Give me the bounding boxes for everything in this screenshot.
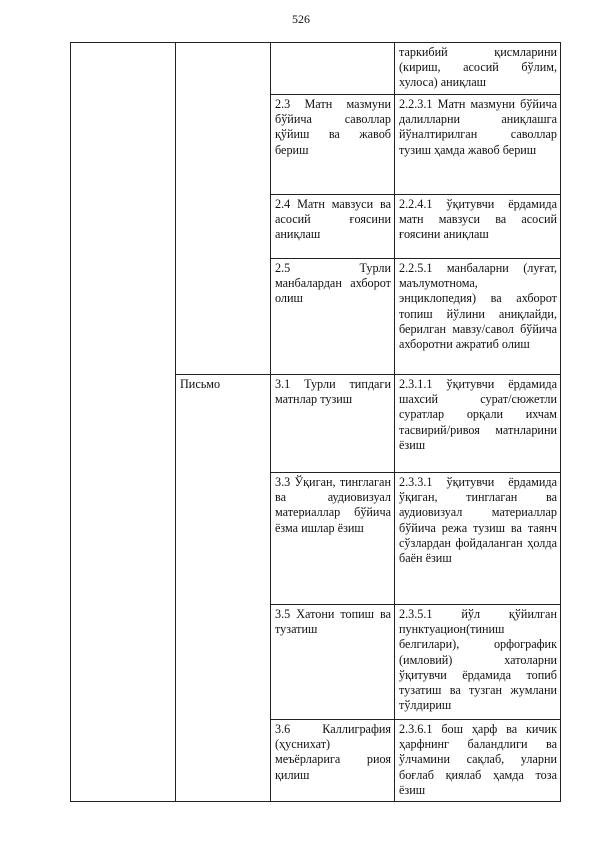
result-cell: таркибий қисмларини (кириш, асосий бўлим, хулоса) аниқлаш [395,43,561,95]
skill-cell: 2.3 Матн мазмуни бўйича саволлар қўйиш ва жавоб бериш [271,95,395,195]
result-cell: 2.2.3.1 Матн мазмуни бўйича далилларни аниқлашга йўналтирилган саволлар тузиш ҳамда жавоб бериш [395,95,561,195]
curriculum-table [70,42,561,802]
result-cell: 2.2.4.1 ўқитувчи ёрдамида матн мавзуси ва асосий ғоясини аниқлаш [395,195,561,259]
skill-cell: 2.4 Матн мавзуси ва асосий ғоясини аниқлаш [271,195,395,259]
table-row [71,43,561,95]
result-cell: 2.3.1.1 ўқитувчи ёрдамида шахсий сурат/сюжетли суратлар орқали ихчам тасвирий/ривоя матнларини ёзиш [395,375,561,473]
result-cell: 2.3.3.1 ўқитувчи ёрдамида ўқиган, тинглаган ва аудиовизуал материаллар бўйича режа тузиш ва таянч сўзлардан фойдаланган ҳолда баён ёзиш [395,473,561,605]
result-cell: 2.3.6.1 бош ҳарф ва кичик ҳарфнинг баландлиги ва ўлчамини сақлаб, уларни боғлаб қиялаб ҳамда тоза ёзиш [395,720,561,802]
page-number: 526 [292,12,310,26]
skill-cell [271,43,395,95]
skill-cell: 3.1 Турли типдаги матнлар тузиш [271,375,395,473]
skill-cell: 3.3 Ўқиган, тинглаган ва аудиовизуал материаллар бўйича ёзма ишлар ёзиш [271,473,395,605]
skill-cell: 2.5 Турли манбалардан ахборот олиш [271,259,395,375]
section-cell-writing: Письмо [176,375,271,802]
skill-cell: 3.5 Хатони топиш ва тузатиш [271,605,395,720]
result-cell: 2.2.5.1 манбаларни (луғат, маълумотнома, энциклопедия) ва ахборот топиш йўлини аниқлайди, берилган мавзу/савол бўйича ахборотни ажратиб олиш [395,259,561,375]
area-cell [71,43,176,802]
section-cell-reading [176,43,271,375]
skill-cell: 3.6 Каллиграфия (ҳуснихат) меъёрларига риоя қилиш [271,720,395,802]
result-cell: 2.3.5.1 йўл қўйилган пунктуацион(тиниш белгилари), орфографик (имловий) хатоларни ўқитувчи ёрдамида топиб тузатиш ва тузган жумлани тўлдириш [395,605,561,720]
